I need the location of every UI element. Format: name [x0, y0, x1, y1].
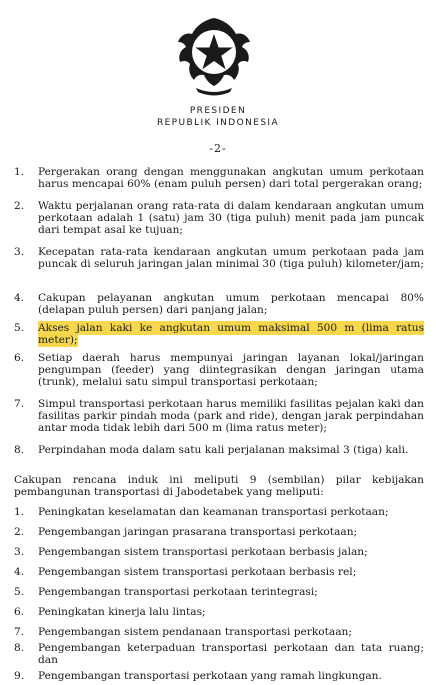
list-number: 7. [14, 398, 25, 410]
list-text: Pengembangan jaringan prasarana transportasi perkotaan; [38, 526, 358, 538]
list-number: 1. [14, 166, 25, 178]
list-text: Pengembangan sistem transportasi perkotaan berbasis jalan; [38, 546, 368, 558]
list-number: 6. [14, 352, 25, 364]
list-item [14, 642, 424, 666]
list-text: Pengembangan transportasi perkotaan yang ramah lingkungan. [38, 670, 382, 682]
list-item [14, 444, 424, 456]
list-text: Simpul transportasi perkotaan harus memiliki fasilitas pejalan kaki dan fasilitas parkir pindah moda (park and ride), dengan jarak perpindahan antar moda tidak lebih dari 500 m (lima ratus meter); [38, 398, 424, 435]
list-number: 4. [14, 566, 25, 578]
list-text: Perpindahan moda dalam satu kali perjalanan maksimal 3 (tiga) kali. [38, 444, 409, 456]
list-number: 3. [14, 546, 25, 558]
list-number: 4. [14, 292, 25, 304]
list-number: 7. [14, 626, 25, 638]
list-item [14, 166, 424, 190]
list-item [14, 546, 424, 558]
list-text: Pengembangan sistem transportasi perkotaan berbasis rel; [38, 566, 357, 578]
list-text: Cakupan pelayanan angkutan umum perkotaan mencapai 80% (delapan puluh persen) dari panjang jalan; [38, 292, 424, 317]
list-text: Waktu perjalanan orang rata-rata di dalam kendaraan angkutan umum perkotaan adalah 1 (satu) jam 30 (tiga puluh) menit pada jam puncak dari tempat asal ke tujuan; [38, 200, 424, 237]
list-item [14, 398, 424, 435]
list-item [14, 200, 424, 237]
list-text: Pengembangan sistem pendanaan transportasi perkotaan; [38, 626, 352, 638]
list-text: Peningkatan kinerja lalu lintas; [38, 606, 206, 618]
list-item [14, 246, 424, 270]
list-number: 5. [14, 586, 25, 598]
list-item [14, 670, 424, 682]
list-item [14, 606, 424, 618]
intro-paragraph: Cakupan rencana induk ini meliputi 9 (sembilan) pilar kebijakan pembangunan transportasi di Jabodetabek yang meliputi: [14, 474, 424, 499]
list-item [14, 586, 424, 598]
list-text: Pengembangan transportasi perkotaan terintegrasi; [38, 586, 318, 598]
list-number: 8. [14, 642, 25, 654]
list-item [14, 526, 424, 538]
list-number: 3. [14, 246, 25, 258]
list-text: Pergerakan orang dengan menggunakan angkutan umum perkotaan harus mencapai 60% (enam puluh persen) dari total pergerakan orang; [38, 166, 424, 191]
page-number: -2- [209, 142, 227, 155]
list-item-highlighted [14, 322, 424, 346]
list-item [14, 292, 424, 316]
list-number: 8. [14, 444, 25, 456]
list-text: Kecepatan rata-rata kendaraan angkutan umum perkotaan pada jam puncak di seluruh jaringan jalan minimal 30 (tiga puluh) kilometer/jam; [38, 246, 424, 271]
list-text: Pengembangan keterpaduan transportasi perkotaan dan tata ruang; dan [38, 642, 424, 667]
list-number: 1. [14, 506, 25, 518]
list-text: Peningkatan keselamatan dan keamanan transportasi perkotaan; [38, 506, 389, 518]
list-item [14, 352, 424, 389]
garuda-star-emblem-icon [174, 12, 254, 98]
list-text: Setiap daerah harus mempunyai jaringan layanan lokal/jaringan pengumpan (feeder) yang diintegrasikan dengan jaringan utama (trunk), melalui satu simpul transportasi perkotaan; [38, 352, 424, 389]
list-item [14, 566, 424, 578]
highlighted-text: Akses jalan kaki ke angkutan umum maksimal 500 m (lima ratus meter); [38, 322, 424, 347]
header-president: PRESIDEN [189, 106, 247, 116]
list-number: 2. [14, 200, 25, 212]
list-number: 6. [14, 606, 25, 618]
list-number: 5. [14, 322, 25, 334]
list-item [14, 506, 424, 518]
list-item [14, 626, 424, 638]
header-republic: REPUBLIK INDONESIA [156, 118, 280, 128]
list-number: 9. [14, 670, 25, 682]
list-number: 2. [14, 526, 25, 538]
